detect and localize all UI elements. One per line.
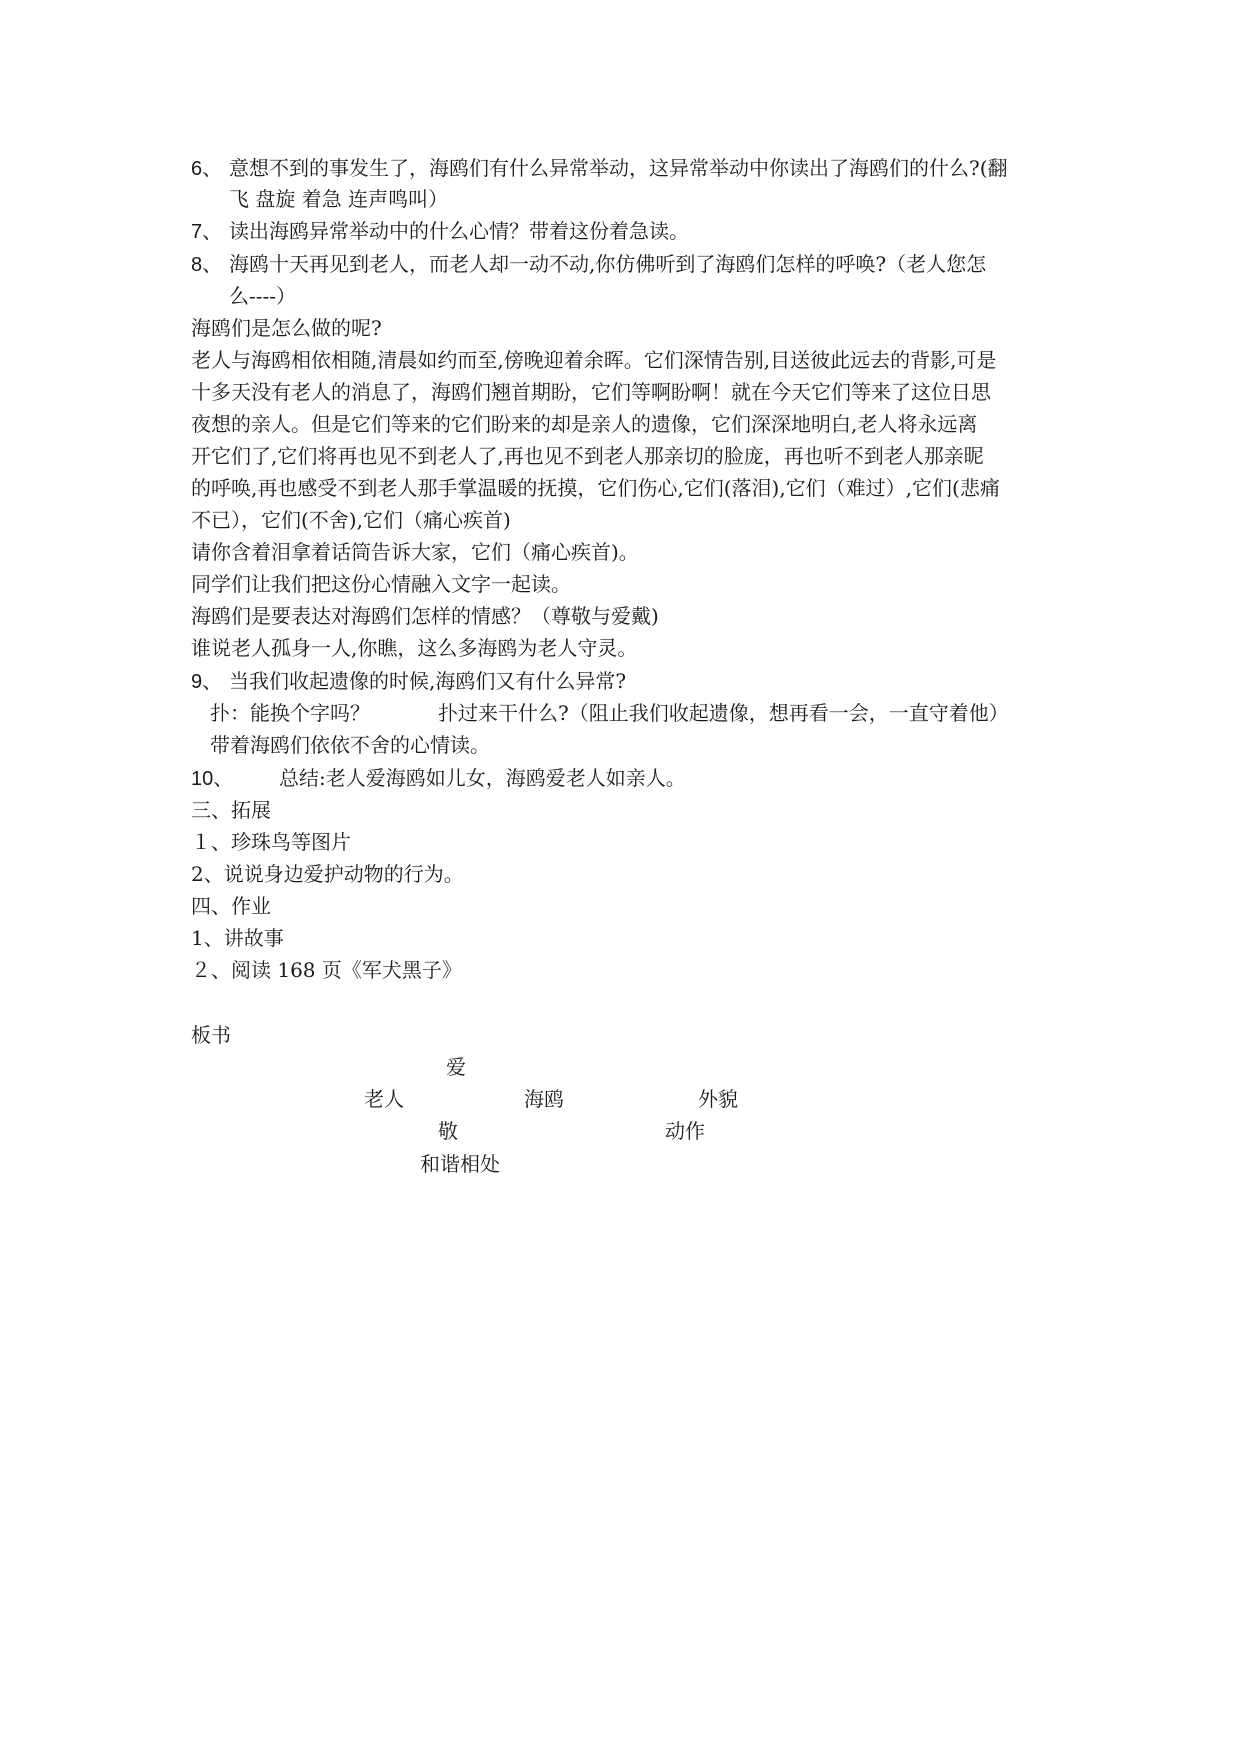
question-9-sub-1b: 扑过来干什么?（阻止我们收起遗像，想再看一会，一直守着他） xyxy=(438,701,1009,725)
blackboard-appearance: 外貌 xyxy=(698,1087,738,1111)
question-text: 意想不到的事发生了，海鸥们有什么异常举动，这异常举动中你读出了海鸥们的什么?(翻 xyxy=(229,156,1008,180)
paragraph-2-line-4: 开它们了,它们将再也见不到老人了,再也见不到老人那亲切的脸庞，再也听不到老人那亲昵 xyxy=(191,444,984,468)
question-text: 读出海鸥异常举动中的什么心情？带着这份着急读。 xyxy=(229,219,689,243)
paragraph-6: 谁说老人孤身一人,你瞧，这么多海鸥为老人守灵。 xyxy=(191,636,638,660)
blackboard-harmony: 和谐相处 xyxy=(420,1152,500,1176)
paragraph-1: 海鸥们是怎么做的呢? xyxy=(191,316,382,340)
question-number: 7、 xyxy=(191,221,223,243)
paragraph-2-line-6: 不已），它们(不舍),它们（痛心疾首) xyxy=(191,508,511,532)
paragraph-5: 海鸥们是要表达对海鸥们怎样的情感？（尊敬与爱戴) xyxy=(191,604,659,628)
paragraph-2-line-3: 夜想的亲人。但是它们等来的它们盼来的却是亲人的遗像，它们深深地明白,老人将永远离 xyxy=(191,412,978,436)
question-6-line-2: 飞 盘旋 着急 连声鸣叫） xyxy=(229,187,449,211)
section-3-item-1: １、珍珠鸟等图片 xyxy=(191,830,351,854)
question-9-sub-2: 带着海鸥们依依不舍的心情读。 xyxy=(210,733,490,757)
blackboard-respect: 敬 xyxy=(438,1119,458,1143)
question-8-line-1 xyxy=(191,248,1061,281)
section-4-item-2: ２、阅读 168 页《军犬黑子》 xyxy=(191,958,462,982)
question-8-line-2: 么----） xyxy=(229,284,297,308)
paragraph-2-line-1: 老人与海鸥相依相随,清晨如约而至,傍晚迎着余晖。它们深情告别,目送彼此远去的背影,可是 xyxy=(191,348,997,372)
section-3-title: 三、拓展 xyxy=(191,798,271,822)
blackboard-action: 动作 xyxy=(665,1119,705,1143)
paragraph-2-line-2: 十多天没有老人的消息了，海鸥们翘首期盼，它们等啊盼啊！就在今天它们等来了这位日思 xyxy=(191,380,991,404)
blackboard-title: 板书 xyxy=(191,1023,231,1047)
question-6-line-1 xyxy=(191,152,1061,185)
question-number: 6、 xyxy=(191,158,223,180)
blackboard-old-man: 老人 xyxy=(364,1087,404,1111)
section-3-item-2: 2、说说身边爱护动物的行为。 xyxy=(191,862,464,886)
question-number: 10、 xyxy=(191,768,234,790)
question-text: 当我们收起遗像的时候,海鸥们又有什么异常? xyxy=(229,669,627,693)
question-text: 海鸥十天再见到老人，而老人却一动不动,你仿佛听到了海鸥们怎样的呼唤?（老人您怎 xyxy=(229,252,987,276)
question-number: 9、 xyxy=(191,671,223,693)
question-9 xyxy=(191,665,1061,698)
section-4-title: 四、作业 xyxy=(191,894,271,918)
blackboard-seagull: 海鸥 xyxy=(524,1087,564,1111)
paragraph-4: 同学们让我们把这份心情融入文字一起读。 xyxy=(191,572,571,596)
question-9-sub-1 xyxy=(210,697,1080,729)
question-number: 8、 xyxy=(191,254,223,276)
question-text: 总结:老人爱海鸥如儿女，海鸥爱老人如亲人。 xyxy=(279,766,686,790)
paragraph-3: 请你含着泪拿着话筒告诉大家，它们（痛心疾首)。 xyxy=(191,540,639,564)
question-10 xyxy=(191,762,1061,795)
question-7 xyxy=(191,215,1061,248)
paragraph-2-line-5: 的呼唤,再也感受不到老人那手掌温暖的抚摸，它们伤心,它们(落泪),它们（难过）,它们(悲痛 xyxy=(191,476,1000,500)
blackboard-love: 爱 xyxy=(446,1055,466,1079)
question-9-sub-1a: 扑：能换个字吗？ xyxy=(210,701,370,725)
section-4-item-1: 1、讲故事 xyxy=(191,926,284,950)
